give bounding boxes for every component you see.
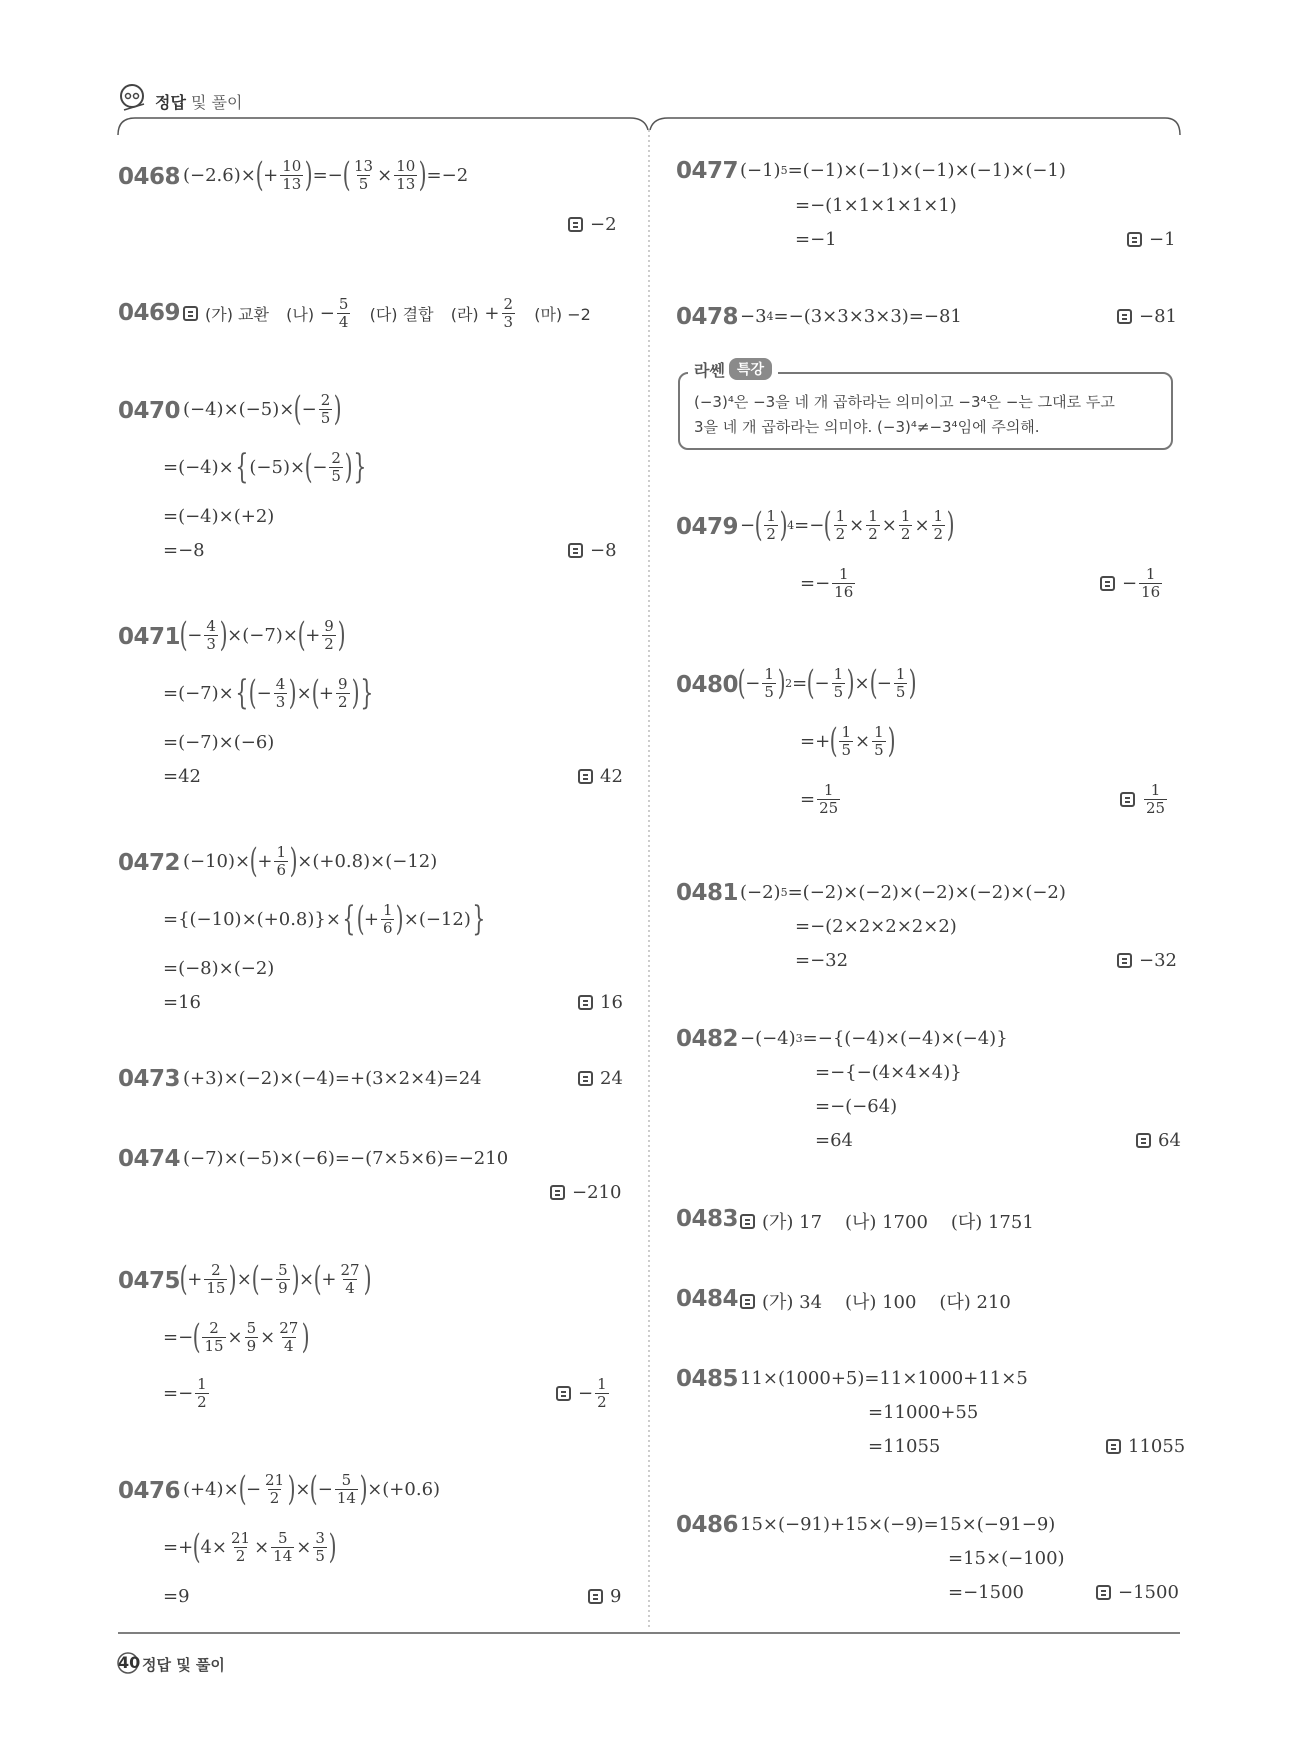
equation-line: =(−4)× { (−5)× ( − $\frac{2}{5}$ ) } <box>163 447 367 487</box>
equation-line: =9 <box>163 1586 190 1607</box>
answer-icon <box>1117 953 1132 968</box>
problem-number: 0471 <box>118 624 181 650</box>
equation-line: = $\frac{1}{25}$ <box>800 781 839 817</box>
answer-icon <box>1106 1439 1121 1454</box>
problem-number: 0468 <box>118 164 181 190</box>
answer-icon <box>1120 792 1135 807</box>
answer-icon <box>1100 576 1115 591</box>
equation-line: ( − $\frac{1}{5}$ ) 2 = ( − $\frac{1}{5}$ ) × ( − $\frac{1}{5}$ ) <box>737 663 918 703</box>
problem-number: 0473 <box>118 1066 181 1092</box>
problem-number: 0474 <box>118 1146 181 1172</box>
equation-line: (−2) 5 =(−2)×(−2)×(−2)×(−2)×(−2) <box>740 882 1066 903</box>
answer: 9 <box>588 1586 621 1607</box>
page-number: 40 <box>118 1653 141 1672</box>
problem-number: 0479 <box>676 514 739 540</box>
answer: −81 <box>1117 306 1177 327</box>
equation-line: =+ ( 4× $\frac{21}{2}$ × $\frac{5}{14}$ × $\frac{3}{5}$ ) <box>163 1527 337 1567</box>
answer-icon <box>588 1589 603 1604</box>
problem-number: 0475 <box>118 1268 181 1294</box>
problem-number: 0483 <box>676 1206 739 1232</box>
equation-line: =−8 <box>163 540 205 561</box>
answer-icon <box>740 1214 755 1229</box>
equation-line: =11055 <box>868 1436 941 1457</box>
problem-number: 0486 <box>676 1512 739 1538</box>
equation-line: =(−4)×(+2) <box>163 506 275 527</box>
tip-text <box>694 390 1164 440</box>
equation-line: (+3)×(−2)×(−4)=+(3×2×4)=24 <box>183 1068 482 1089</box>
equation-line: 11×(1000+5)=11×1000+11×5 <box>740 1368 1028 1389</box>
equation-line: =16 <box>163 992 201 1013</box>
answer: −32 <box>1117 950 1177 971</box>
answer: − $\frac{1}{16}$ <box>1100 566 1164 600</box>
answer-line: (가) 34 (나) 100 (다) 210 <box>740 1288 1011 1314</box>
equation-line: =− $\frac{1}{16}$ <box>800 565 854 601</box>
equation-line: =−32 <box>795 950 849 971</box>
equation-line: =−(−64) <box>815 1096 898 1117</box>
answer: −2 <box>568 214 617 235</box>
equation-line: ( + $\frac{2}{15}$ ) × ( − $\frac{5}{9}$ ) × ( + $\frac{27}{4}$ ) <box>179 1259 372 1299</box>
answer-icon <box>1096 1585 1111 1600</box>
equation-line: =−1500 <box>948 1582 1024 1603</box>
header-title: 정답 및 풀이 <box>155 93 243 112</box>
answer-icon <box>578 769 593 784</box>
equation-line: =−(1×1×1×1×1) <box>795 195 957 216</box>
equation-line: =(−7)×(−6) <box>163 732 275 753</box>
answer-icon <box>1117 309 1132 324</box>
problem-number: 0484 <box>676 1286 739 1312</box>
answer: −1 <box>1127 229 1176 250</box>
answer-icon <box>578 995 593 1010</box>
equation-line: 15×(−91)+15×(−9)=15×(−91−9) <box>740 1514 1056 1535</box>
equation-line: =11000+55 <box>868 1402 979 1423</box>
equation-line: =64 <box>815 1130 853 1151</box>
answer-icon <box>568 217 583 232</box>
answer: $\frac{1}{25}$ <box>1120 782 1169 816</box>
answer-icon <box>1127 232 1142 247</box>
equation-line: =42 <box>163 766 201 787</box>
equation-line: =−{−(4×4×4)} <box>815 1062 962 1083</box>
equation-line: (+4)× ( − $\frac{21}{2}$ ) × ( − $\frac{5}{14}$ ) ×(+0.6) <box>183 1469 441 1509</box>
equation-line: ={(−10)×(+0.8)}× { ( + $\frac{1}{6}$ ) ×(−12) } <box>163 899 486 939</box>
equation-line: =−(2×2×2×2×2) <box>795 916 957 937</box>
equation-line: =(−7)× { ( − $\frac{4}{3}$ ) × ( + $\frac{9}{2}$ ) } <box>163 673 374 713</box>
answer-line: (가) 17 (나) 1700 (다) 1751 <box>740 1208 1034 1234</box>
equation-line: (−10)× ( + $\frac{1}{6}$ ) ×(+0.8)×(−12) <box>183 841 438 881</box>
answer-icon <box>568 543 583 558</box>
equation-line: −3 4 =−(3×3×3×3)=−81 <box>740 306 962 327</box>
answer: −210 <box>550 1182 621 1203</box>
answer: −1500 <box>1096 1582 1179 1603</box>
equation-line: −(−4) 3 =−{(−4)×(−4)×(−4)} <box>740 1028 1008 1049</box>
equation-line: − ( $\frac{1}{2}$ ) 4 =− ( $\frac{1}{2}$ × $\frac{1}{2}$ × $\frac{1}{2}$ × $\frac{1}{2}$ ) <box>740 505 955 545</box>
problem-number: 0476 <box>118 1478 181 1504</box>
footer-label: 정답 및 풀이 <box>142 1656 225 1674</box>
equation-line: =− $\frac{1}{2}$ <box>163 1375 207 1411</box>
answer-line: (가) 교환 (나) − $\frac{5}{4}$ (다) 결합 (라) + $\frac{2}{3}$ (마) −2 <box>183 296 591 330</box>
problem-number: 0481 <box>676 880 739 906</box>
equation-line: (−7)×(−5)×(−6)=−(7×5×6)=−210 <box>183 1148 509 1169</box>
tip-header <box>688 357 778 381</box>
answer: 64 <box>1136 1130 1181 1151</box>
equation-line: =−1 <box>795 229 837 250</box>
equation-line: =(−8)×(−2) <box>163 958 275 979</box>
equation-line: =− ( $\frac{2}{15}$ × $\frac{5}{9}$ × $\frac{27}{4}$ ) <box>163 1317 310 1357</box>
answer: −8 <box>568 540 617 561</box>
answer-icon <box>578 1071 593 1086</box>
tip-chip: 특강 <box>729 358 772 380</box>
equation-line: (−4)×(−5)× ( − $\frac{2}{5}$ ) <box>183 389 342 429</box>
answer: 11055 <box>1106 1436 1185 1457</box>
answer: 24 <box>578 1068 623 1089</box>
equation-line: =15×(−100) <box>948 1548 1065 1569</box>
equation-line: (−2.6)× ( + $\frac{10}{13}$ ) =− ( $\frac{13}{5}$ × $\frac{10}{13}$ ) =−2 <box>183 155 469 195</box>
answer-icon <box>556 1386 571 1401</box>
problem-number: 0478 <box>676 304 739 330</box>
answer: − $\frac{1}{2}$ <box>556 1376 611 1410</box>
problem-number: 0480 <box>676 672 739 698</box>
answer: 42 <box>578 766 623 787</box>
answer-icon <box>183 306 198 321</box>
tip-line: 3을 네 개 곱하라는 의미야. (−3)⁴≠−3⁴임에 주의해. <box>694 418 1040 436</box>
equation-line: ( − $\frac{4}{3}$ ) ×(−7)× ( + $\frac{9}{2}$ ) <box>179 615 346 655</box>
answer-icon <box>550 1185 565 1200</box>
problem-number: 0469 <box>118 300 181 326</box>
tip-title: 라쎈 <box>694 360 725 380</box>
equation-line: (−1) 5 =(−1)×(−1)×(−1)×(−1)×(−1) <box>740 160 1066 181</box>
answer-icon <box>1136 1133 1151 1148</box>
answer: 16 <box>578 992 623 1013</box>
problem-number: 0477 <box>676 158 739 184</box>
problem-number: 0485 <box>676 1366 739 1392</box>
problem-number: 0472 <box>118 850 181 876</box>
problem-number: 0482 <box>676 1026 739 1052</box>
tip-line: (−3)⁴은 −3을 네 개 곱하라는 의미이고 −3⁴은 −는 그대로 두고 <box>694 393 1115 411</box>
problem-number: 0470 <box>118 398 181 424</box>
answer-icon <box>740 1294 755 1309</box>
equation-line: =+ ( $\frac{1}{5}$ × $\frac{1}{5}$ ) <box>800 721 896 761</box>
